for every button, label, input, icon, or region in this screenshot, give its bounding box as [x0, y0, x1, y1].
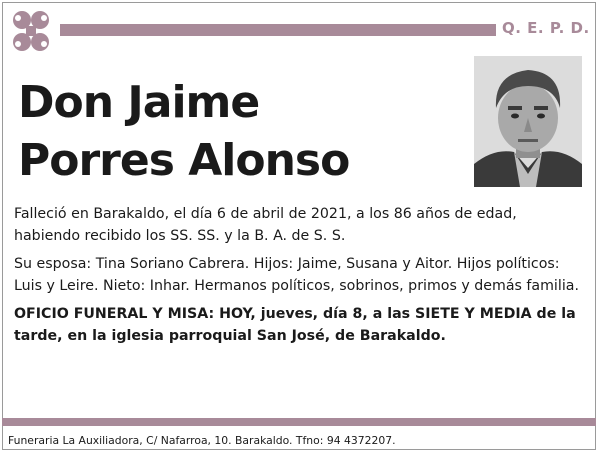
- portrait-photo: [474, 56, 582, 187]
- family-paragraph: Su esposa: Tina Soriano Cabrera. Hijos: Jaime, Susana y Aitor. Hijos políticos: Luis y Leire. Nieto: Inhar. Hermanos políticos, sobrinos, primos y demás familia.: [14, 256, 579, 294]
- lauburu-icon: [6, 6, 56, 56]
- obituary-body: [14, 203, 582, 353]
- deceased-name: [18, 74, 458, 190]
- name-line-1: Don Jaime: [18, 77, 260, 128]
- name-line-2: Porres Alonso: [18, 135, 350, 186]
- funeral-paragraph: OFICIO FUNERAL Y MISA: HOY, jueves, día 8, a las SIETE Y MEDIA de la tarde, en la iglesia parroquial San José, de Barakaldo.: [14, 306, 576, 344]
- death-notice-paragraph: Falleció en Barakaldo, el día 6 de abril de 2021, a los 86 años de edad, habiendo recibido los SS. SS. y la B. A. de S. S.: [14, 206, 517, 244]
- portrait-illustration: [474, 56, 582, 187]
- header-bar: [60, 24, 496, 36]
- funeral-home-info: Funeraria La Auxiliadora, C/ Nafarroa, 10. Barakaldo. Tfno: 94 4372207.: [8, 434, 396, 447]
- footer-bar: [2, 418, 596, 426]
- qepd-label: Q. E. P. D.: [502, 19, 590, 37]
